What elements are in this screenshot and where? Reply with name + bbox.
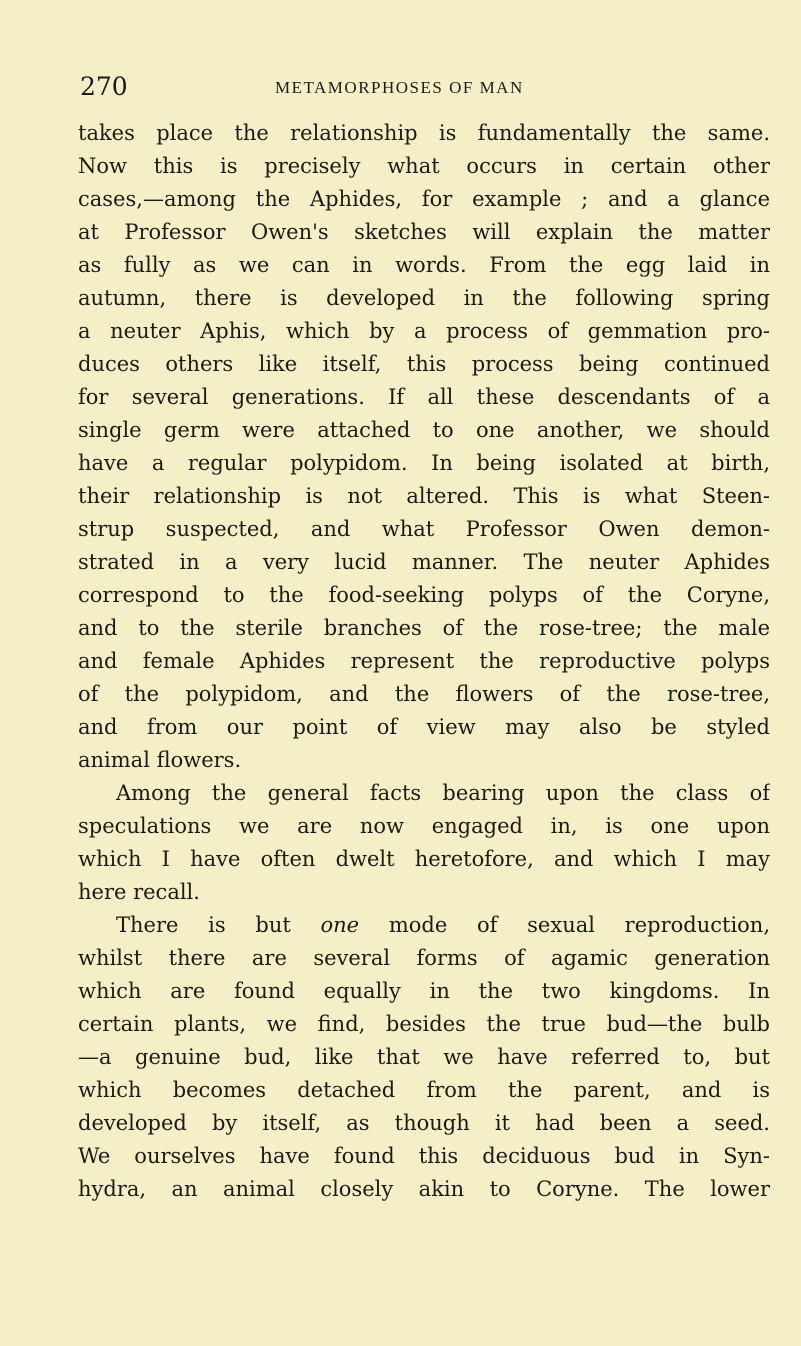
text-fragment: There is but	[116, 913, 321, 937]
text-line: hydra, an animal closely akin to Coryne. The lower	[78, 1177, 770, 1201]
text-line: single germ were attached to one another, we should	[78, 418, 770, 442]
text-line: their relationship is not altered. This is what Steen-	[78, 484, 770, 508]
text-line: We ourselves have found this deciduous bud in Syn-	[78, 1144, 770, 1168]
text-line: correspond to the food-seeking polyps of the Coryne,	[78, 583, 770, 607]
page-number: 270	[80, 72, 128, 101]
text-line: of the polypidom, and the flowers of the rose-tree,	[78, 682, 770, 706]
text-line: Now this is precisely what occurs in certain other	[78, 154, 770, 178]
text-line: autumn, there is developed in the following spring	[78, 286, 770, 310]
text-line: for several generations. If all these descendants of a	[78, 385, 770, 409]
text-line: and from our point of view may also be styled	[78, 715, 770, 739]
text-line: which I have often dwelt heretofore, and which I may	[78, 847, 770, 871]
emphasis-text: one	[320, 913, 360, 937]
text-line: which becomes detached from the parent, and is	[78, 1078, 770, 1102]
text-line: strated in a very lucid manner. The neuter Aphides	[78, 550, 770, 574]
text-line: Among the general facts bearing upon the class of	[116, 781, 770, 805]
text-line: developed by itself, as though it had been a seed.	[78, 1111, 770, 1135]
text-line: whilst there are several forms of agamic generation	[78, 946, 770, 970]
text-line: at Professor Owen's sketches will explain the matter	[78, 220, 770, 244]
page-header	[80, 70, 780, 106]
text-line: here recall.	[78, 880, 200, 904]
body-text	[78, 117, 770, 1206]
text-line: speculations we are now engaged in, is one upon	[78, 814, 770, 838]
text-line: and female Aphides represent the reproductive polyps	[78, 649, 770, 673]
text-line: and to the sterile branches of the rose-tree; the male	[78, 616, 770, 640]
text-line: animal flowers.	[78, 748, 242, 772]
running-head: METAMORPHOSES OF MAN	[275, 78, 524, 97]
text-line: which are found equally in the two kingdoms. In	[78, 979, 770, 1003]
text-line	[78, 909, 770, 942]
text-line: —a genuine bud, like that we have referred to, but	[78, 1045, 770, 1069]
text-line: as fully as we can in words. From the egg laid in	[78, 253, 770, 277]
text-line: have a regular polypidom. In being isolated at birth,	[78, 451, 770, 475]
text-line: a neuter Aphis, which by a process of gemmation pro-	[78, 319, 770, 343]
text-line: duces others like itself, this process being continued	[78, 352, 770, 376]
text-line: takes place the relationship is fundamentally the same.	[78, 121, 770, 145]
text-line: strup suspected, and what Professor Owen demon-	[78, 517, 770, 541]
text-fragment: mode of sexual reproduction,	[359, 913, 770, 937]
text-line: certain plants, we find, besides the true bud—the bulb	[78, 1012, 770, 1036]
text-line: cases,—among the Aphides, for example ; and a glance	[78, 187, 770, 211]
